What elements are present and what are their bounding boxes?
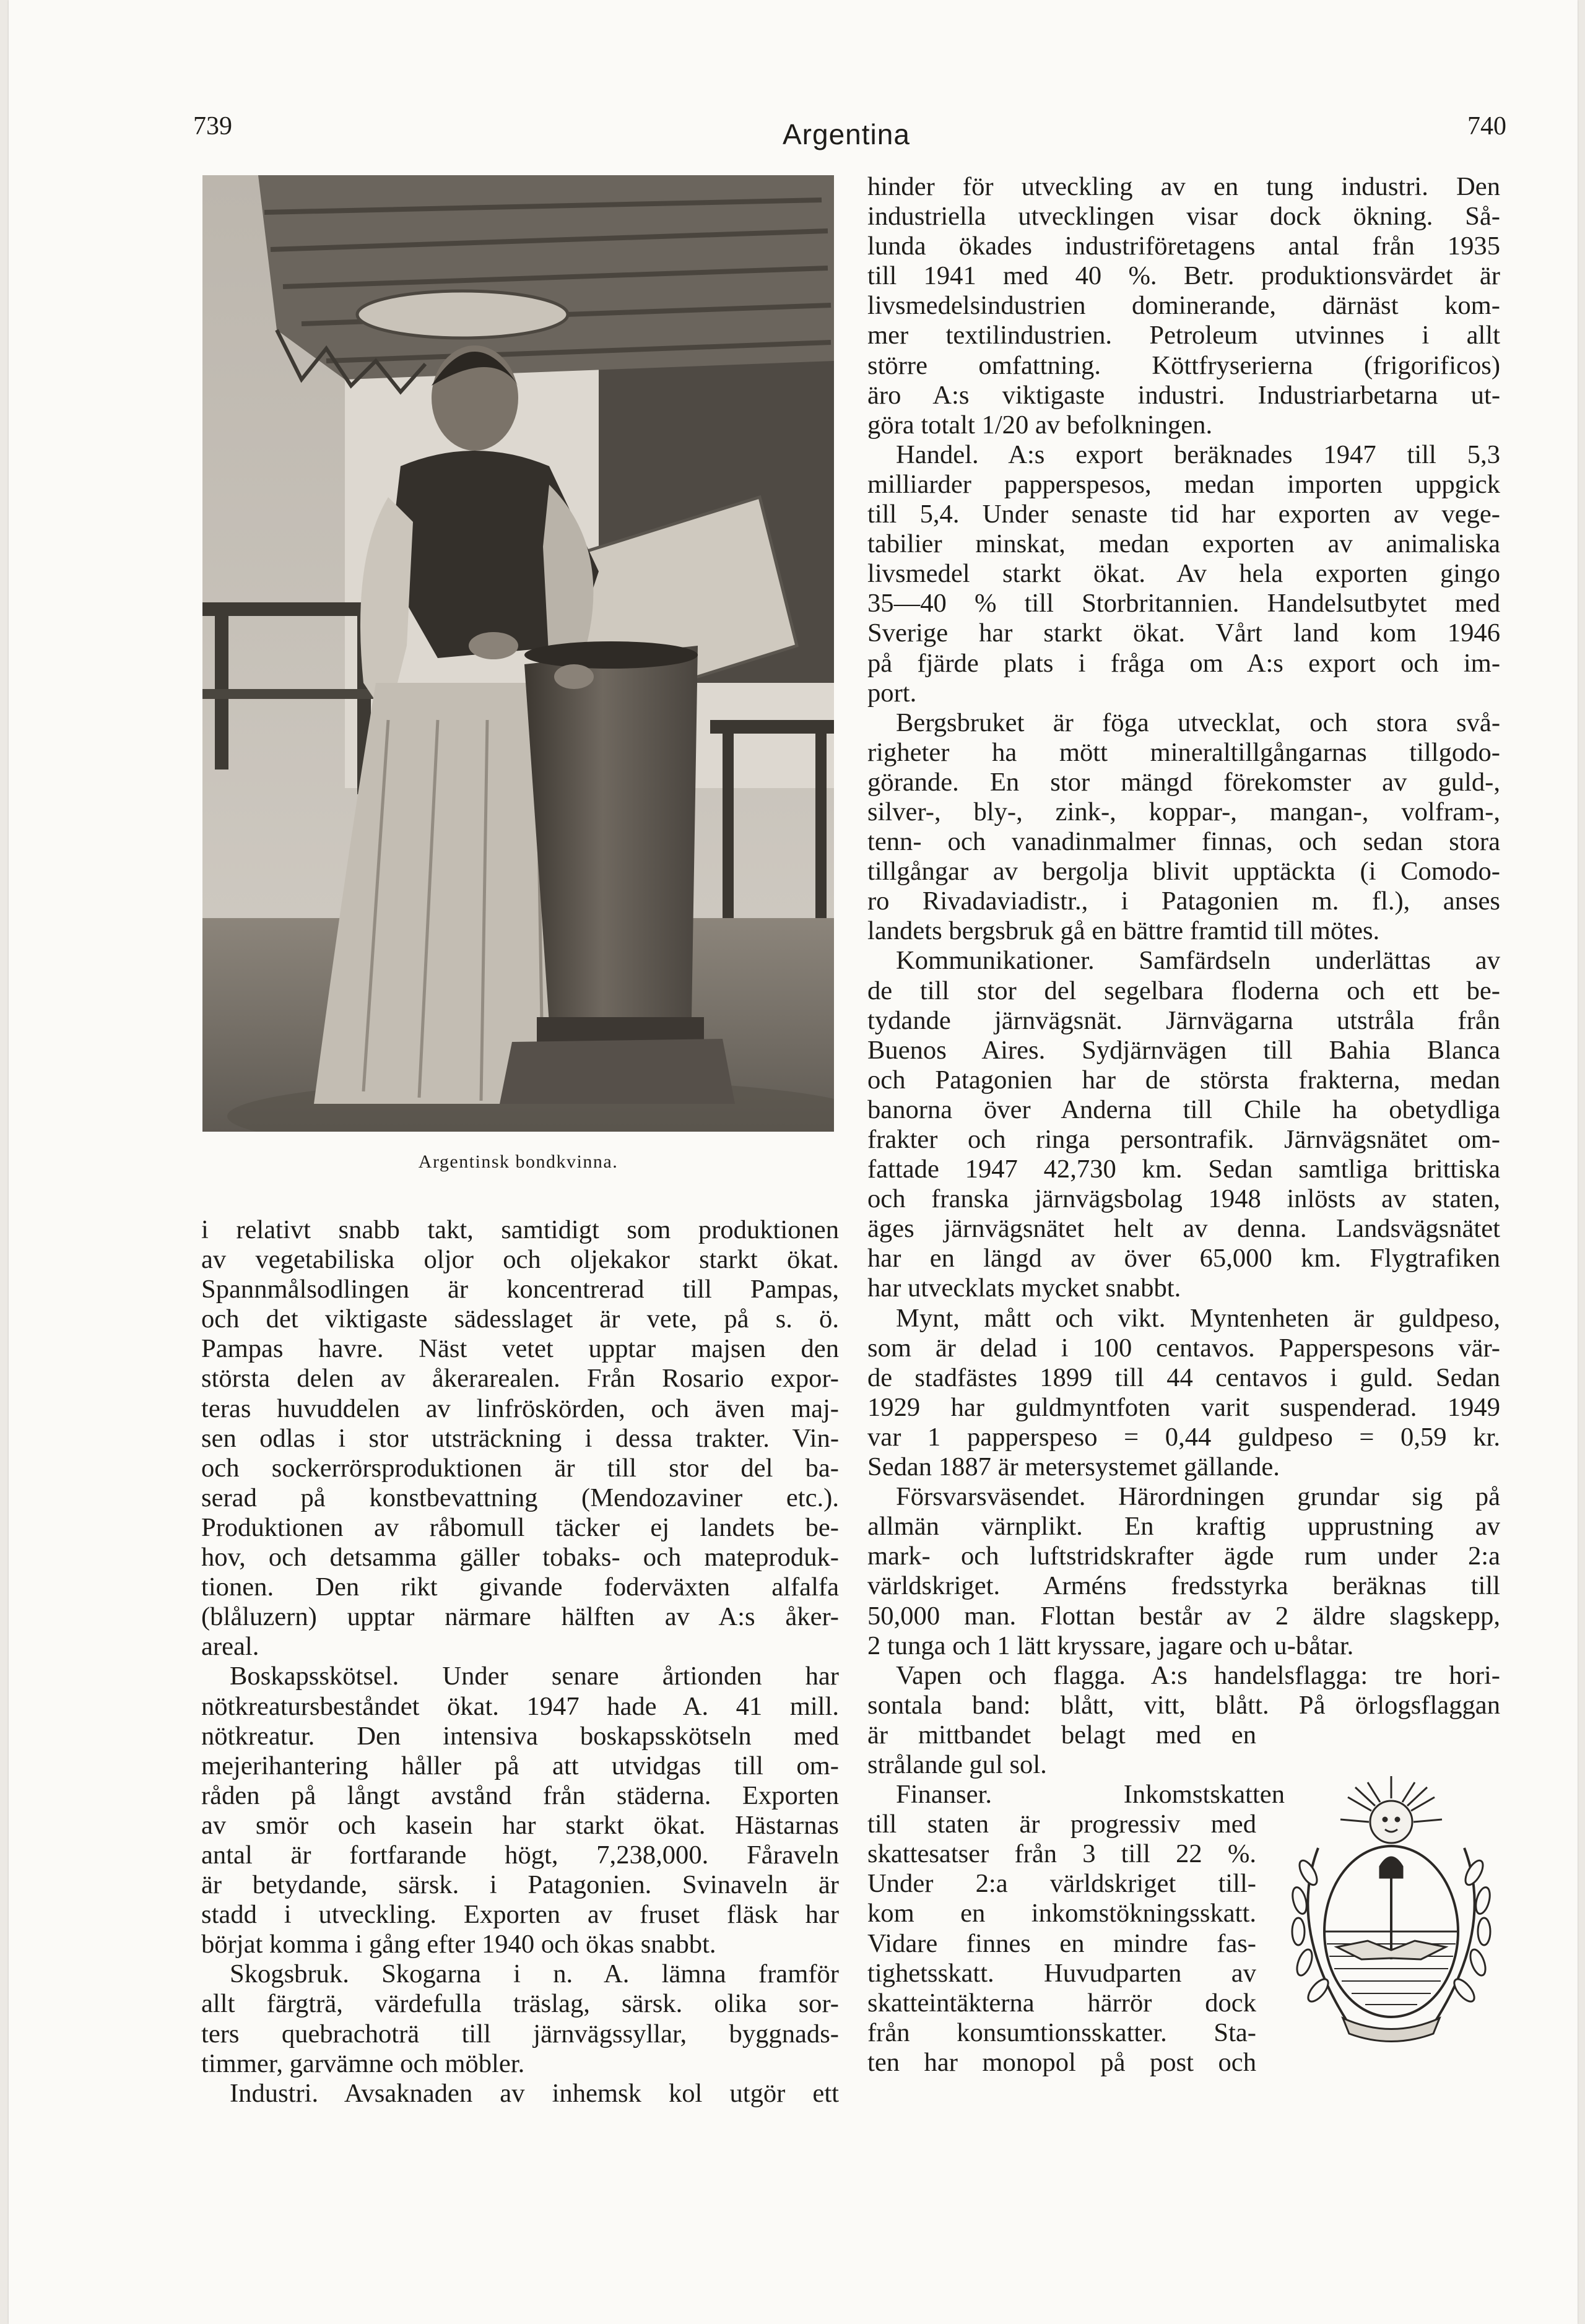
text-line: hinder för utveckling av en tung industri. Den xyxy=(867,172,1500,201)
text-line: allmän värnplikt. En kraftig upprustning av xyxy=(867,1512,1500,1541)
text-line: fattade 1947 42,730 km. Sedan samtliga brittiska xyxy=(867,1155,1500,1184)
text-line: strålande gul sol. xyxy=(867,1750,1047,1779)
text-line: silver-, bly-, zink-, koppar-, mangan-, volfram-, xyxy=(867,797,1500,826)
left-text-column xyxy=(201,1215,839,2109)
text-line: port. xyxy=(867,678,917,708)
text-line: som är delad i 100 centavos. Papperspesons vär- xyxy=(867,1333,1500,1363)
text-line: sontala band: blått, vitt, blått. På örlogsflaggan xyxy=(867,1690,1500,1720)
text-line: nötkreatur. Den intensiva boskapsskötseln med xyxy=(201,1721,839,1751)
text-line: Spannmålsodlingen är koncentrerad till Pampas, xyxy=(201,1275,839,1304)
text-line: äro A:s viktigaste industri. Industriarbetarna ut- xyxy=(867,380,1500,410)
text-line: frakter och ringa persontrafik. Järnvägsnätet om- xyxy=(867,1125,1500,1154)
text-line-skogsbruk: Skogsbruk. Skogarna i n. A. lämna framför xyxy=(230,1959,839,1989)
text-line: större omfattning. Köttfryserierna (frigorificos) xyxy=(867,350,1500,380)
text-line: till staten är progressiv med xyxy=(867,1810,1256,1839)
text-line: milliarder papperspesos, medan importen uppgick xyxy=(867,469,1500,499)
text-line: mejerihantering håller på att utvidgas till om- xyxy=(201,1751,839,1780)
page-number-left: 739 xyxy=(193,112,232,141)
text-line: Sedan 1887 är metersystemet gällande. xyxy=(867,1452,1280,1482)
text-line: till 5,4. Under senaste tid har exporten av vege- xyxy=(867,500,1500,529)
text-line: teras huvuddelen av linfröskörden, och även maj- xyxy=(201,1394,839,1423)
text-line: areal. xyxy=(201,1632,259,1662)
text-line: och Patagonien har de största frakterna, medan xyxy=(867,1065,1500,1095)
text-line: ten har monopol på post och xyxy=(867,2047,1256,2077)
text-line: 50,000 man. Flottan består av 2 äldre slagskepp, xyxy=(867,1601,1500,1631)
text-line: på fjärde plats i fråga om A:s export och im- xyxy=(867,648,1500,678)
text-line: är mittbandet belagt med en xyxy=(867,1720,1256,1750)
text-line: kom en inkomstökningsskatt. xyxy=(867,1899,1256,1928)
text-line: har utvecklats mycket snabbt. xyxy=(867,1273,1181,1303)
text-line: Vidare finnes en mindre fas- xyxy=(867,1928,1256,1958)
text-line-handel: Handel. A:s export beräknades 1947 till 5,3 xyxy=(896,440,1500,469)
text-line: till 1941 med 40 %. Betr. produktionsvärdet är xyxy=(867,261,1500,291)
text-line: tenn- och vanadinmalmer finnas, och sedan stora xyxy=(867,827,1500,857)
running-title: Argentina xyxy=(783,118,910,150)
sun-icon xyxy=(1340,1776,1442,1843)
text-line: av vegetabiliska oljor och oljekakor starkt ökat. xyxy=(201,1245,839,1275)
photograph xyxy=(202,175,834,1132)
text-line-boskapsskotsel: Boskapsskötsel. Under senare årtionden har xyxy=(230,1662,839,1691)
text-line: allt färgträ, värdefulla träslag, särsk. olika sor- xyxy=(201,1989,839,2019)
text-line: righeter ha mött mineraltillgångarnas tillgodo- xyxy=(867,737,1500,767)
text-line: ters quebrachoträ till järnvägssyllar, byggnads- xyxy=(201,2019,839,2049)
text-line: livsmedel starkt ökat. Av hela exporten gingo xyxy=(867,559,1500,589)
text-line: de till stor del segelbara floderna och ett be- xyxy=(867,976,1500,1005)
text-line: stadd i utveckling. Exporten av fruset fläsk har xyxy=(201,1900,839,1930)
text-line: görande. En stor mängd förekomster av guld-, xyxy=(867,767,1500,797)
text-line: tabilier minskat, medan exporten av animaliska xyxy=(867,529,1500,559)
text-line-kommunikationer: Kommunikationer. Samfärdseln underlättas av xyxy=(896,946,1500,976)
text-line: och sockerrörsproduktionen är till stor del ba- xyxy=(201,1453,839,1483)
text-line: landets bergsbruk gå en bättre framtid till mötes. xyxy=(867,916,1380,946)
page-number-right: 740 xyxy=(1467,112,1506,141)
text-line-finanser: Finanser. Inkomstskatten xyxy=(896,1780,1285,1810)
text-line: 35—40 % till Storbritannien. Handelsutbytet med xyxy=(867,589,1500,618)
text-line-forsvar: Försvarsväsendet. Härordningen grundar sig på xyxy=(896,1482,1500,1512)
text-line: de stadfästes 1899 till 44 centavos i guld. Sedan xyxy=(867,1363,1500,1392)
text-line: timmer, garvämne och möbler. xyxy=(201,2049,525,2078)
text-line: har en längd av över 65,000 km. Flygtrafiken xyxy=(867,1244,1500,1273)
text-line-mynt: Mynt, mått och vikt. Myntenheten är guldpeso, xyxy=(896,1303,1500,1333)
text-line: Buenos Aires. Sydjärnvägen till Bahia Blanca xyxy=(867,1035,1500,1065)
text-line: av smör och kasein har starkt ökat. Hästarnas xyxy=(201,1810,839,1840)
text-line: tighetsskatt. Huvudparten av xyxy=(867,1958,1256,1988)
text-line: tionen. Den rikt givande foderväxten alfalfa xyxy=(201,1572,839,1602)
text-line: hov, och detsamma gäller tobaks- och mateproduk- xyxy=(201,1543,839,1572)
text-line: skatteintäkterna härrör dock xyxy=(867,1988,1256,2018)
text-line: är betydande, särsk. i Patagonien. Svinaveln är xyxy=(201,1870,839,1900)
text-line: nötkreatursbeståndet ökat. 1947 hade A. 41 mill. xyxy=(201,1691,839,1721)
text-line-industri: Industri. Avsaknaden av inhemsk kol utgör ett xyxy=(230,2078,839,2108)
text-line: och franska järnvägsbolag 1948 inlösts av staten, xyxy=(867,1184,1500,1214)
text-line: serad på konstbevattning (Mendozaviner etc.). xyxy=(201,1483,839,1512)
text-line: sen odlas i stor utsträckning i dessa trakter. Vin- xyxy=(201,1423,839,1453)
text-line: skattesatser från 3 till 22 %. xyxy=(867,1839,1256,1869)
text-line: (blåluzern) upptar närmare hälften av A:s åker- xyxy=(201,1602,839,1632)
coat-of-arms-icon xyxy=(1281,1774,1501,2046)
text-line: Produktionen av råbomull täcker ej landets be- xyxy=(201,1512,839,1542)
text-line: 1929 har guldmyntfoten varit suspenderad. 1949 xyxy=(867,1392,1500,1422)
text-line: i relativt snabb takt, samtidigt som produktionen xyxy=(201,1215,839,1244)
text-line: och det viktigaste sädesslaget är vete, på s. ö. xyxy=(201,1304,839,1334)
text-line: 2 tunga och 1 lätt kryssare, jagare och u-båtar. xyxy=(867,1631,1354,1660)
text-line-vapen: Vapen och flagga. A:s handelsflagga: tre hori- xyxy=(896,1660,1500,1690)
text-line: livsmedelsindustrien dominerande, därnäst kom- xyxy=(867,291,1500,321)
photo-caption: Argentinsk bondkvinna. xyxy=(418,1151,619,1172)
text-line: industriella utvecklingen visar dock ökning. Så- xyxy=(867,202,1500,232)
text-line: göra totalt 1/20 av befolkningen. xyxy=(867,410,1213,440)
text-line: Pampas havre. Näst vetet upptar majsen den xyxy=(201,1334,839,1364)
text-line: tillgångar av bergolja blivit upptäckta (i Comodo- xyxy=(867,857,1500,887)
book-page xyxy=(9,0,1578,2324)
text-line: världskriget. Arméns fredsstyrka beräknas till xyxy=(867,1571,1500,1601)
text-line: lunda ökades industriföretagens antal från 1935 xyxy=(867,232,1500,261)
text-line: Sverige har starkt ökat. Vårt land kom 1946 xyxy=(867,618,1500,648)
text-line: från konsumtionsskatter. Sta- xyxy=(867,2018,1256,2047)
text-line: mer textilindustrien. Petroleum utvinnes i allt xyxy=(867,321,1500,350)
text-line: största delen av åkerarealen. Från Rosario expor- xyxy=(201,1364,839,1394)
text-line: börjat komma i gång efter 1940 och ökas snabbt. xyxy=(201,1930,716,1959)
text-line: mark- och luftstridskrafter ägde rum under 2:a xyxy=(867,1541,1500,1571)
text-line: Under 2:a världskriget till- xyxy=(867,1869,1256,1899)
text-line: ro Rivadaviadistr., i Patagonien m. fl.), anses xyxy=(867,887,1500,916)
text-line: antal är fortfarande högt, 7,238,000. Fåraveln xyxy=(201,1840,839,1870)
text-line-bergsbruket: Bergsbruket är föga utvecklat, och stora svå- xyxy=(896,708,1500,737)
text-line: var 1 papperspeso = 0,44 guldpeso = 0,59 kr. xyxy=(867,1422,1500,1452)
text-line: råden på långt avstånd från städerna. Exporten xyxy=(201,1780,839,1810)
photo-argentine-peasant-woman xyxy=(202,175,834,1132)
text-line: banorna över Anderna till Chile ha obetydliga xyxy=(867,1095,1500,1124)
text-line: tydande järnvägsnät. Järnvägarna utstråla från xyxy=(867,1005,1500,1035)
text-line: äges järnvägsnätet helt av denna. Landsvägsnätet xyxy=(867,1214,1500,1244)
